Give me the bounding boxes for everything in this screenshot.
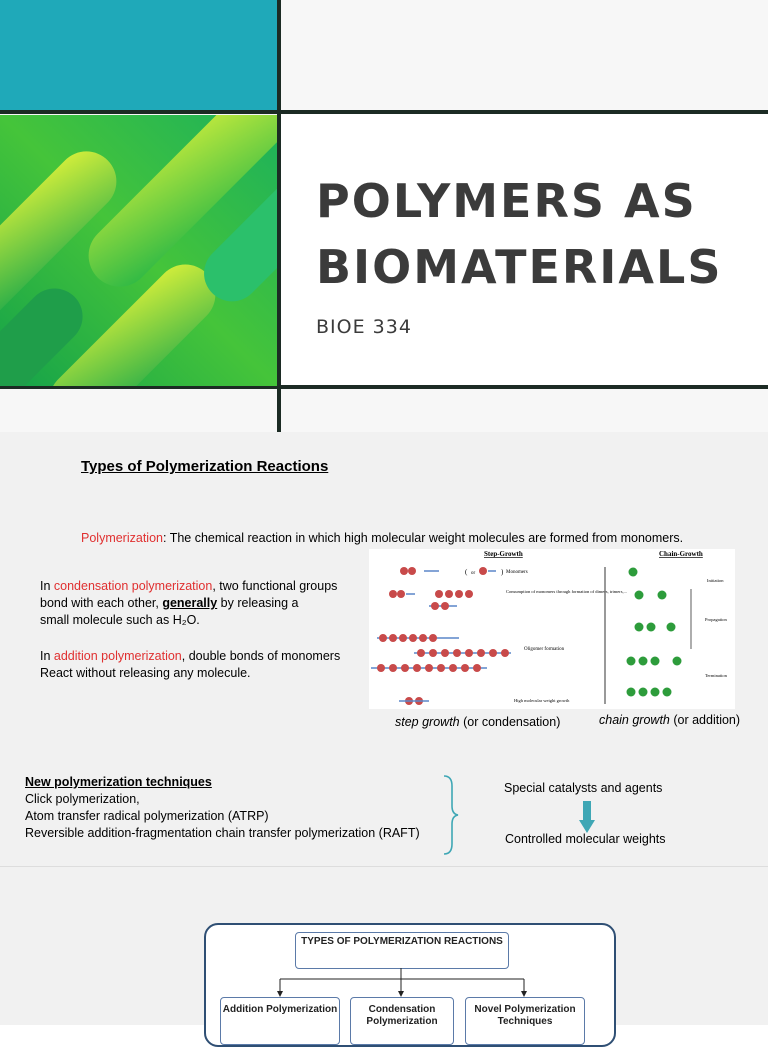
cond-text-3: small molecule such as H₂O. <box>40 613 200 627</box>
cond-generally: generally <box>162 596 218 610</box>
technique-item: Click polymerization, <box>25 792 140 806</box>
classification-slide <box>0 866 768 1025</box>
definition <box>81 531 683 545</box>
technique-item: Atom transfer radical polymerization (ATRP) <box>25 809 269 823</box>
classification-chart <box>204 923 616 1047</box>
condensation-box: Condensation Polymerization <box>350 997 454 1045</box>
polymerization-types-slide <box>0 432 768 866</box>
technique-item: Reversible addition-fragmentation chain transfer polymerization (RAFT) <box>25 826 420 840</box>
teal-block <box>0 0 278 111</box>
cond-text-1: , two functional groups <box>212 579 338 593</box>
cond-prefix: In <box>40 579 54 593</box>
initiation-label: Initiation <box>707 578 724 583</box>
special-catalysts: Special catalysts and agents <box>504 781 663 795</box>
addition-box: Addition Polymerization <box>220 997 340 1045</box>
chain-growth-caption <box>599 713 740 727</box>
slide-heading: Types of Polymerization Reactions <box>81 458 329 475</box>
title-slide <box>0 0 768 432</box>
definition-text: : The chemical reaction in which high molecular weight molecules are formed from monomers. <box>162 531 684 545</box>
new-techniques-heading: New polymerization techniques <box>25 775 212 789</box>
title-line-2: BIOMATERIALS <box>316 240 723 294</box>
growth-diagram <box>369 549 735 709</box>
step-growth-title: Step-Growth <box>484 550 523 558</box>
curly-brace <box>440 774 460 856</box>
top-box: TYPES OF POLYMERIZATION REACTIONS <box>295 932 509 969</box>
cond-text-2a: bond with each other, <box>40 596 163 610</box>
svg-text:): ) <box>501 568 504 576</box>
add-text-1: , double bonds of monomers <box>181 649 341 663</box>
add-prefix: In <box>40 649 54 663</box>
step-caption-italic: step growth <box>395 715 460 729</box>
definition-term: Polymerization <box>81 531 163 545</box>
cond-text-2c: by releasing a <box>217 596 299 610</box>
chain-growth-graphic <box>627 568 692 697</box>
addition-paragraph <box>40 648 340 682</box>
termination-label: Termination <box>705 673 727 678</box>
or-label: or <box>471 571 476 576</box>
monomers-label: Monomers <box>506 570 528 575</box>
condensation-term: condensation polymerization <box>53 579 213 593</box>
chain-caption-rest: (or addition) <box>669 713 741 727</box>
novel-techniques-box: Novel Polymerization Techniques <box>465 997 585 1045</box>
slide-title <box>316 168 722 300</box>
step-growth-caption <box>395 715 560 729</box>
propagation-label: Propagation <box>705 617 727 622</box>
addition-term: addition polymerization <box>53 649 182 663</box>
chain-growth-title: Chain-Growth <box>659 550 703 558</box>
oligomer-rows <box>371 634 511 705</box>
down-arrow-icon <box>579 801 595 835</box>
condensation-paragraph <box>40 578 337 629</box>
svg-text:(: ( <box>465 568 468 576</box>
high-mw-label: High molecular weight growth <box>514 698 570 703</box>
step-caption-rest: (or condensation) <box>459 715 561 729</box>
monomer-row <box>400 567 504 576</box>
dimer-rows <box>389 590 473 610</box>
course-code: BIOE 334 <box>316 316 412 338</box>
controlled-mw: Controlled molecular weights <box>505 832 666 846</box>
add-text-2: React without releasing any molecule. <box>40 666 251 680</box>
chain-caption-italic: chain growth <box>599 713 670 727</box>
abstract-graphic <box>0 115 277 386</box>
consumption-label: Consumption of monomers through formation of dimers, trimers,... <box>506 589 627 594</box>
title-line-1: POLYMERS AS <box>316 174 697 228</box>
oligomer-label: Oligomer formation <box>524 647 565 652</box>
new-techniques-list <box>25 774 420 842</box>
